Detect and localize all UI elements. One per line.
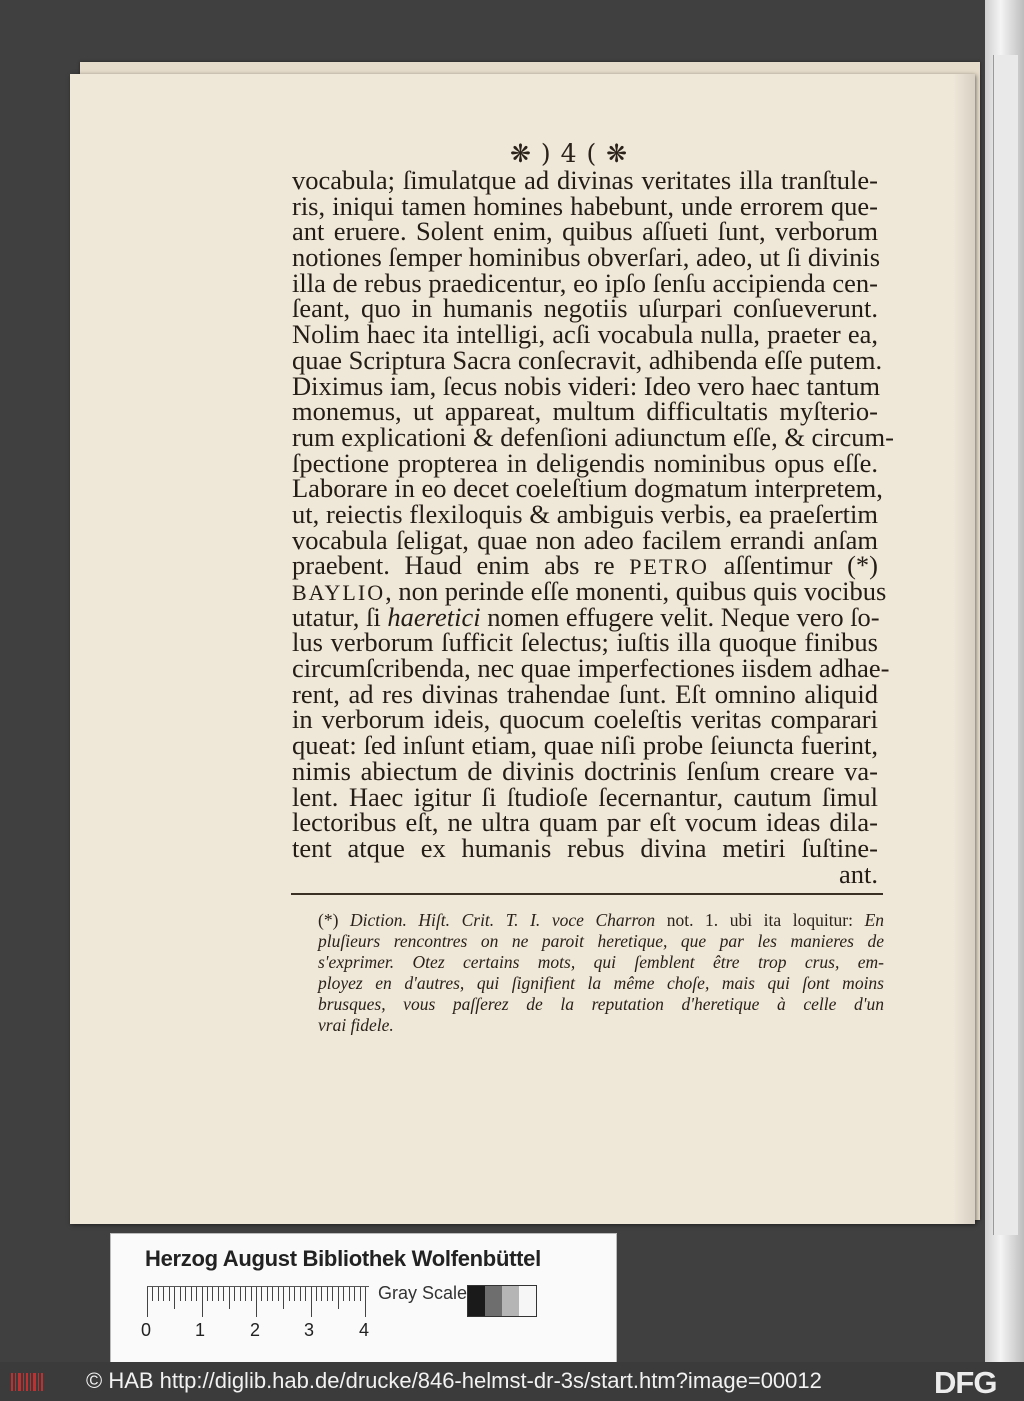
scale-ruler bbox=[147, 1286, 369, 1323]
ruler-tick bbox=[152, 1287, 153, 1301]
text-line: ſpectione propterea in deligendis nominibus opus eſſe. bbox=[292, 447, 878, 478]
ruler-tick bbox=[349, 1287, 350, 1301]
footer-bar bbox=[0, 1362, 1024, 1401]
ruler-tick bbox=[245, 1287, 246, 1301]
gray-swatch bbox=[519, 1286, 536, 1316]
ruler-tick bbox=[207, 1287, 208, 1301]
gray-swatch bbox=[485, 1286, 502, 1316]
text-span: utatur, ſi bbox=[292, 601, 381, 632]
ruler-tick bbox=[185, 1287, 186, 1301]
text-line: tent atque ex humanis rebus divina metiri ſuſtine- bbox=[292, 832, 878, 863]
ruler-tick bbox=[147, 1287, 148, 1317]
text-line: ant. bbox=[839, 858, 878, 889]
footnote-line bbox=[318, 910, 884, 931]
gray-swatch bbox=[502, 1286, 519, 1316]
ruler-tick bbox=[305, 1287, 306, 1301]
ruler-tick bbox=[278, 1287, 279, 1301]
footnote-rule bbox=[291, 893, 883, 895]
author-name: BAYLIO bbox=[292, 580, 386, 605]
ruler-tick bbox=[294, 1287, 295, 1301]
ruler-number: 0 bbox=[141, 1320, 152, 1340]
ruler-tick bbox=[196, 1287, 197, 1301]
library-color-card bbox=[110, 1233, 617, 1363]
text-line: lus verborum ſufficit ſelectus; iuſtis illa quoque finibus bbox=[292, 627, 878, 658]
text-line: Nolim haec ita intelligi, acſi vocabula nulla, praeter ea, bbox=[292, 319, 878, 350]
ruler-tick bbox=[212, 1287, 213, 1301]
text-span: nomen effugere velit. Neque vero ſo- bbox=[487, 601, 880, 632]
text-line: ant eruere. Solent enim, quibus aſſueti ſunt, verborum bbox=[292, 216, 878, 247]
ruler-number: 2 bbox=[250, 1320, 261, 1340]
ruler-tick bbox=[229, 1287, 230, 1309]
ruler-tick bbox=[256, 1287, 257, 1317]
ruler-number: 4 bbox=[359, 1320, 370, 1340]
ruler-tick bbox=[316, 1287, 317, 1301]
gray-swatch bbox=[468, 1286, 485, 1316]
text-line: rent, ad res divinas trahendae ſunt. Eſt omnino aliquid bbox=[292, 678, 878, 709]
body-text bbox=[292, 165, 894, 889]
ruler-tick bbox=[202, 1287, 203, 1317]
italic-term: haeretici bbox=[387, 601, 481, 632]
ruler-tick bbox=[332, 1287, 333, 1301]
dfg-logo: DFG bbox=[934, 1365, 997, 1400]
text-line: lectoribus eſt, ne ultra quam par eſt vocum ideas dila- bbox=[292, 807, 878, 838]
text-line: vocabula; ſimulatque ad divinas veritates illa tranſtule- bbox=[292, 165, 878, 195]
ruler-tick bbox=[240, 1287, 241, 1301]
ruler-tick bbox=[218, 1287, 219, 1301]
library-name: Herzog August Bibliothek Wolfenbüttel bbox=[145, 1246, 541, 1271]
text-span: , non perinde eſſe monenti, quibus quis vocibus bbox=[385, 576, 887, 606]
ruler-tick bbox=[158, 1287, 159, 1301]
footnote-line: pluſieurs rencontres on ne paroit heretique, que par les manieres de bbox=[318, 931, 884, 951]
text-line: Diximus iam, ſecus nobis videri: Ideo vero haec tantum bbox=[292, 370, 881, 401]
footnote bbox=[318, 910, 884, 1036]
text-line: nimis abiectum de divinis doctrinis ſenſum creare va- bbox=[292, 755, 878, 786]
text-line: rum explicationi & defenſioni adiunctum eſſe, & circum- bbox=[292, 421, 894, 452]
footnote-quote-start: En bbox=[864, 910, 885, 930]
ruler-tick bbox=[300, 1287, 301, 1301]
text-line: ſeant, quo in humanis negotiis uſurpari conſueverunt. bbox=[292, 293, 878, 324]
text-line: lent. Haec igitur ſi ſtudioſe ſecernantur, cautum ſimul bbox=[292, 781, 878, 812]
text-line: vocabula ſeligat, quae non adeo facilem errandi anſam bbox=[292, 524, 878, 555]
text-line: circumſcribenda, nec quae imperfectiones iisdem adhae- bbox=[292, 653, 890, 684]
ruler-tick bbox=[365, 1287, 366, 1317]
copyright-url[interactable]: © HAB http://diglib.hab.de/drucke/846-helmst-dr-3s/start.htm?image=00012 bbox=[86, 1368, 822, 1393]
page-header: ❋ ) 4 ( ❋ bbox=[510, 139, 629, 168]
ruler-tick bbox=[169, 1287, 170, 1301]
ruler-tick bbox=[283, 1287, 284, 1309]
ruler-tick bbox=[251, 1287, 252, 1301]
ruler-tick bbox=[272, 1287, 273, 1301]
ruler-number: 3 bbox=[304, 1320, 315, 1340]
author-name: PETRO bbox=[629, 554, 709, 580]
text-span: praebent. Haud enim abs re bbox=[292, 550, 615, 581]
text-line: illa de rebus praedicentur, eo ipſo ſenſu accipienda cen- bbox=[292, 267, 878, 298]
gray-scale-bar bbox=[467, 1285, 537, 1317]
ruler-tick bbox=[321, 1287, 322, 1301]
text-line: Laborare in eo decet coeleſtium dogmatum interpretem, bbox=[292, 473, 883, 504]
book-spine-strip bbox=[985, 0, 1024, 1362]
ruler-tick bbox=[267, 1287, 268, 1301]
ruler-tick bbox=[180, 1287, 181, 1301]
footnote-line: brusques, vous paſſerez de la reputation d'heretique à celle d'un bbox=[318, 994, 884, 1014]
ruler-tick bbox=[311, 1287, 312, 1317]
ruler-tick bbox=[191, 1287, 192, 1301]
footnote-line: vrai fidele. bbox=[318, 1015, 394, 1035]
ruler-tick bbox=[174, 1287, 175, 1309]
ruler-tick bbox=[289, 1287, 290, 1301]
ruler-number: 1 bbox=[195, 1320, 206, 1340]
text-line: in verborum ideis, quocum coeleſtis veritas comparari bbox=[292, 704, 878, 735]
text-line: ut, reiectis flexiloquis & ambiguis verbis, ea praeſertim bbox=[292, 498, 878, 529]
text-line: ris, iniqui tamen homines habebunt, unde errorem que- bbox=[292, 190, 878, 221]
footnote-line: s'exprimer. Otez certains mots, qui ſemblent être trop crus, em- bbox=[318, 952, 884, 972]
ruler-tick bbox=[234, 1287, 235, 1301]
text-line: notiones ſemper hominibus obverſari, adeo, ut ſi divinis bbox=[292, 242, 881, 273]
ruler-tick bbox=[327, 1287, 328, 1301]
ruler-numbers bbox=[141, 1320, 381, 1344]
ruler-tick bbox=[360, 1287, 361, 1301]
ruler-tick bbox=[163, 1287, 164, 1301]
ruler-tick bbox=[354, 1287, 355, 1301]
text-line: monemus, ut appareat, multum difficultatis myſterio- bbox=[292, 396, 878, 427]
text-span: aſſentimur (*) bbox=[723, 550, 879, 581]
text-line: quae Scriptura Sacra conſecravit, adhibenda eſſe putem. bbox=[292, 344, 883, 375]
footnote-reference: not. 1. ubi ita loquitur: bbox=[666, 910, 853, 930]
ruler-tick bbox=[338, 1287, 339, 1309]
text-line: queat: ſed inſunt etiam, quae niſi probe ſeiuncta fuerint, bbox=[292, 730, 878, 761]
ruler-tick bbox=[261, 1287, 262, 1301]
footnote-line: ployez en d'autres, qui ſignifient la même choſe, mais qui ſont moins bbox=[318, 973, 884, 993]
footnote-citation: Diction. Hiſt. Crit. T. I. voce Charron bbox=[349, 910, 656, 930]
barcode-icon bbox=[10, 1371, 44, 1393]
ruler-tick bbox=[223, 1287, 224, 1301]
gray-scale-label: Gray Scale bbox=[378, 1283, 468, 1303]
footnote-mark: (*) bbox=[318, 910, 339, 930]
ruler-tick bbox=[343, 1287, 344, 1301]
